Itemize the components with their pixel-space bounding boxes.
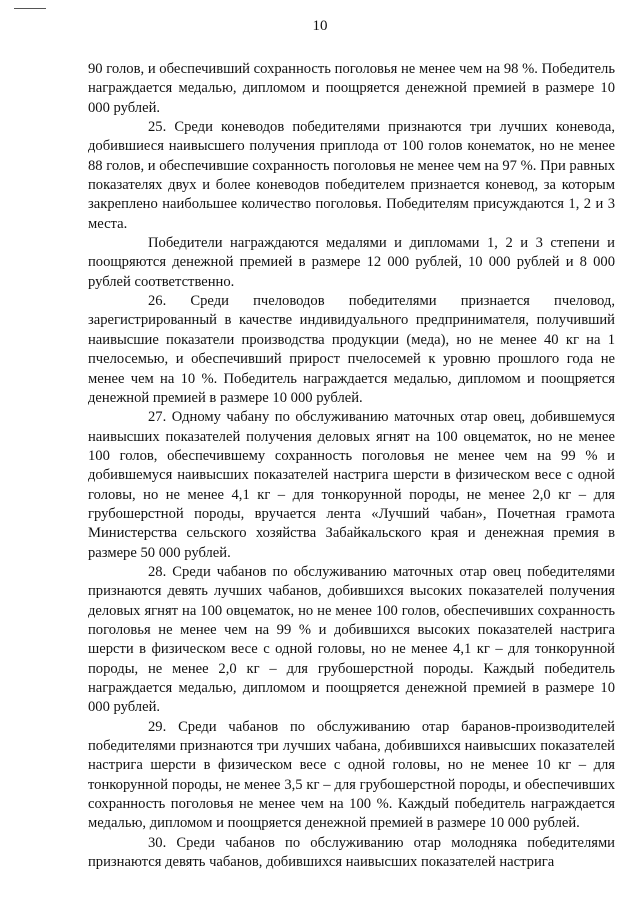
paragraph-item-25-awards: Победители награждаются медалями и дипломами 1, 2 и 3 степени и поощряются денежной премией в размере 12 000 рублей, 10 000 рублей и 8 000 рублей соответственно. — [88, 235, 615, 290]
paragraph-item-30: 30. Среди чабанов по обслуживанию отар молодняка победителями признаются девять чабанов, добившихся наивысших показателей настрига — [88, 834, 615, 871]
paragraph-item-25: 25. Среди коневодов победителями признаются три лучших коневода, добившиеся наивысшего получения приплода от 100 голов конематок, но не менее 88 голов, и обеспечившие сохранность поголовья не менее чем на 97 %. При равных показателях двух и более коневодов победителем признается коневод, за которым закреплено наибольшее количество поголовья. Победителям присуждаются 1, 2 и 3 места. — [88, 119, 615, 232]
paragraph-item-26: 26. Среди пчеловодов победителями признается пчеловод, зарегистрированный в качестве индивидуального предпринимателя, получивший наивысшие показатели производства продукции (меда), но не менее 40 кг на 1 пчелосемью, и обеспечивший прирост пчелосемей к уровню прошлого года не менее чем на 10 %. Победитель награждается медалью, дипломом и поощряется денежной премией в размере 10 000 рублей. — [88, 293, 615, 406]
paragraph-continuation: 90 голов, и обеспечивший сохранность поголовья не менее чем на 98 %. Победитель награждается медалью, дипломом и поощряется денежной премией в размере 10 000 рублей. — [88, 61, 615, 116]
paragraph-item-28: 28. Среди чабанов по обслуживанию маточных отар овец победителями признаются девять лучших чабанов, добившихся высоких показателей получения деловых ягнят на 100 овцематок, но не менее 100 голов, обеспечивших сохранность поголовья не менее чем на 99 % и добившихся высоких показателей настрига шерсти в физическом весе с одной головы, но не менее 4,1 кг – для тонкорунной породы, не менее 2,0 кг – для грубошерстной породы. Каждый победитель награждается медалью, дипломом и поощряется денежной премией в размере 10 000 рублей. — [88, 563, 615, 716]
page-number: 10 — [312, 18, 328, 34]
corner-mark — [14, 8, 46, 9]
paragraph-item-29: 29. Среди чабанов по обслуживанию отар баранов-производителей победителями признаются три лучших чабана, добившихся наивысших показателей настрига шерсти в физическом весе с одной головы, но не менее 10 кг – для тонкорунной породы, не менее 3,5 кг – для грубошерстной породы, и обеспечивших сохранность поголовья не менее чем на 100 %. Каждый победитель награждается медалью, дипломом и поощряется денежной премией в размере 10 000 рублей. — [88, 718, 615, 832]
document-body — [88, 60, 615, 872]
paragraph-item-27: 27. Одному чабану по обслуживанию маточных отар овец, добившемуся наивысших показателей получения деловых ягнят на 100 овцематок, но не менее 100 голов, обеспечившему сохранность поголовья не менее чем на 99 % и добившемуся наивысших показателей настрига шерсти в физическом весе с одной головы, но не менее 4,1 кг – для тонкорунной породы, не менее 2,0 кг – для грубошерстной породы, вручается лента «Лучший чабан», Почетная грамота Министерства сельского хозяйства Забайкальского края и денежная премия в размере 50 000 рублей. — [88, 409, 615, 561]
